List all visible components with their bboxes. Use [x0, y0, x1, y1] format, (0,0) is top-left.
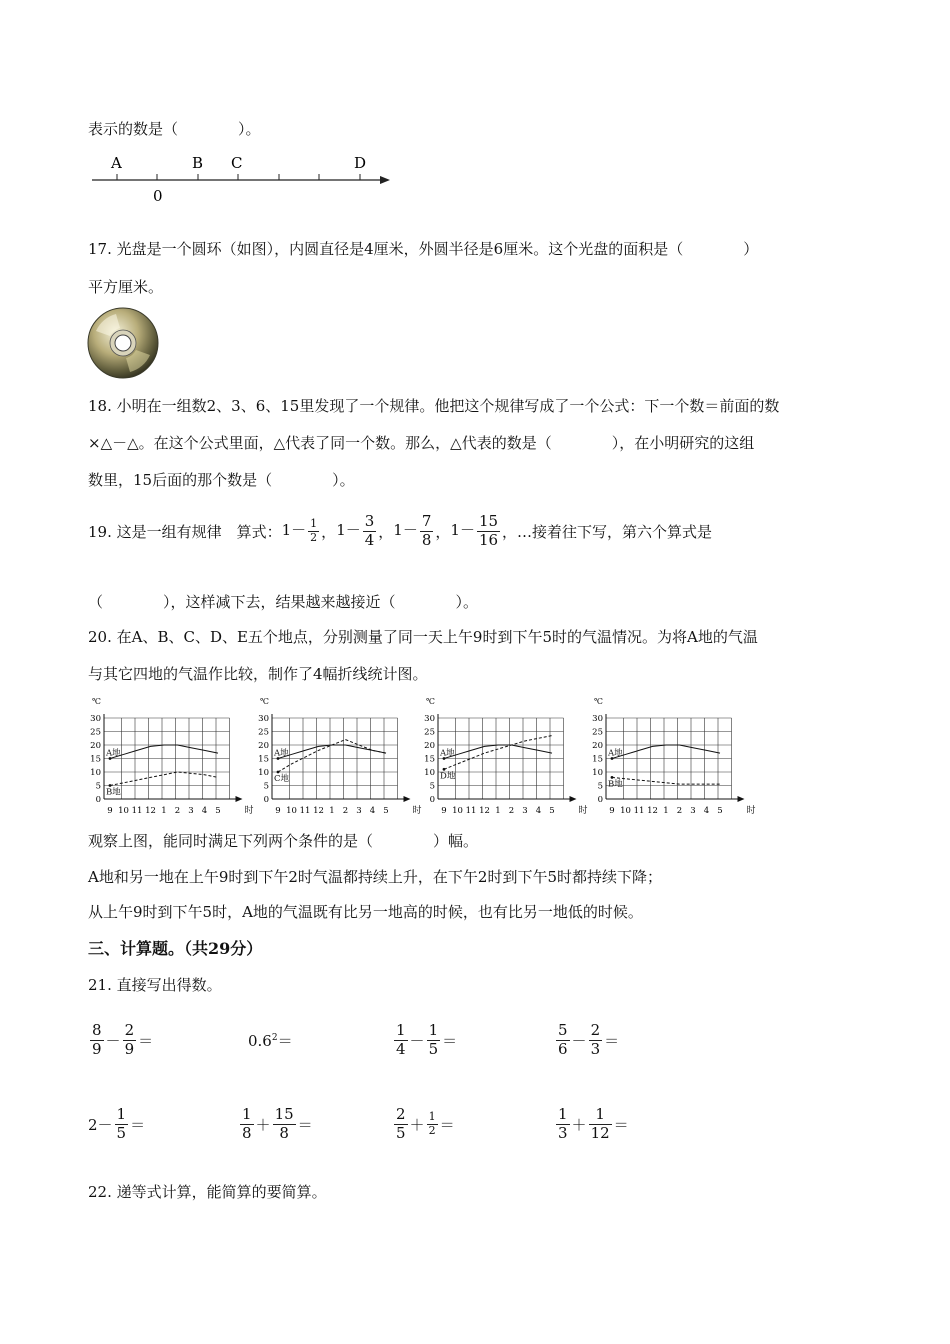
x-tick-label: 10: [452, 806, 463, 816]
x-tick-label: 3: [356, 806, 362, 816]
x-tick-label: 11: [465, 806, 477, 816]
label-b: B: [192, 154, 204, 172]
y-tick-label: 10: [258, 768, 269, 778]
y-tick-label: 10: [592, 768, 603, 778]
y-tick-label: 0: [429, 795, 435, 805]
calc-2-2: $\frac{1}{8}$ ＋ $\frac{15}{8}$ ＝: [242, 1105, 313, 1142]
y-tick-label: 20: [592, 741, 603, 751]
y-tick-label: 10: [90, 768, 101, 778]
y-tick-label: 30: [424, 714, 435, 724]
series-label: A地: [608, 748, 623, 759]
q17-line2: 平方厘米。: [88, 278, 164, 296]
calc-1-4: $\frac{5}{6}$ － $\frac{2}{3}$ ＝: [558, 1021, 620, 1058]
x-tick-label: 4: [369, 806, 376, 816]
x-axis-unit: 时: [746, 806, 756, 816]
x-tick-label: 3: [522, 806, 528, 816]
series-label: A地: [440, 748, 455, 759]
calc-2-3: $\frac{2}{5}$ ＋ $\frac{1}{2}$ ＝: [396, 1105, 455, 1142]
series-line-B地: [110, 772, 218, 786]
y-tick-label: 30: [90, 714, 101, 724]
x-tick-label: 3: [188, 806, 194, 816]
y-tick-label: 15: [258, 754, 269, 765]
line-chart-1: [84, 692, 254, 817]
calc-1-2: $0.6^2=$: [248, 1032, 293, 1050]
x-axis-unit: 时: [578, 806, 588, 816]
x-tick-label: 10: [620, 806, 631, 816]
x-tick-label: 2: [342, 806, 349, 816]
number-line: [88, 150, 398, 210]
q19-term-2: 1－ $\frac{3}{4}$: [336, 512, 375, 549]
y-tick-label: 25: [424, 727, 435, 738]
data-point: [277, 771, 280, 774]
x-tick-label: 11: [299, 806, 311, 816]
x-axis-arrow: [570, 796, 577, 802]
q19-prefix: 19. 这是一组有规律 算式：: [88, 522, 282, 541]
data-point: [611, 776, 614, 779]
y-tick-label: 25: [90, 727, 101, 738]
x-tick-label: 11: [633, 806, 645, 816]
y-tick-label: 15: [424, 754, 435, 765]
y-tick-label: 20: [90, 741, 101, 751]
q20-line1: 20. 在A、B、C、D、E五个地点，分别测量了同一天上午9时到下午5时的气温情况。为将A地的气温: [88, 628, 758, 646]
y-tick-label: 0: [95, 795, 101, 805]
y-axis-unit: ℃: [594, 697, 603, 706]
x-tick-label: 5: [215, 806, 221, 816]
y-tick-label: 25: [592, 727, 603, 738]
series-line-A地: [612, 745, 720, 759]
line-chart-3: [418, 692, 588, 817]
line-chart-4: [586, 692, 756, 817]
q17-line1: 17. 光盘是一个圆环（如图），内圆直径是4厘米，外圆半径是6厘米。这个光盘的面积是（ ）: [88, 240, 759, 258]
y-tick-label: 5: [95, 781, 101, 792]
q19-line1: 19. 这是一组有规律 算式： 1－ $\frac{1}{2}$ ， 1－ $\frac{3}{4}$ ， 1－ $\frac{7}{8}$ ， 1－ $\frac{15}{16}$ ，…接着往下写，第六个算式是: [88, 512, 713, 549]
x-axis-unit: 时: [412, 806, 422, 816]
series-line-A地: [278, 745, 386, 759]
q19-term-4: 1－ $\frac{15}{16}$: [450, 512, 499, 549]
y-tick-label: 5: [597, 781, 603, 792]
x-tick-label: 9: [107, 806, 113, 816]
series-label: A地: [274, 748, 289, 759]
x-tick-label: 12: [647, 806, 658, 816]
y-tick-label: 0: [263, 795, 269, 805]
series-line-B地: [612, 777, 720, 784]
q19-suffix: ，…接着往下写，第六个算式是: [502, 522, 713, 541]
q16-tail: 表示的数是（ ）。: [88, 120, 261, 138]
section-3-title: 三、计算题。（共29分）: [88, 939, 263, 958]
q19-line2: （ ），这样减下去，结果越来越接近（ ）。: [88, 593, 479, 611]
series-label: B地: [608, 779, 623, 790]
q20-condition-2: 从上午9时到下午5时，A地的气温既有比另一地高的时候，也有比另一地低的时候。: [88, 903, 643, 921]
series-label: C地: [274, 774, 290, 784]
y-tick-label: 20: [424, 741, 435, 751]
calc-2-4: $\frac{1}{3}$ ＋ $\frac{1}{12}$ ＝: [558, 1105, 629, 1142]
series-line-D地: [444, 736, 552, 770]
series-line-A地: [444, 745, 552, 759]
label-d: D: [354, 154, 367, 172]
x-tick-label: 9: [275, 806, 281, 816]
x-tick-label: 11: [131, 806, 143, 816]
calc-2-1: 2－ $\frac{1}{5}$ ＝: [88, 1105, 146, 1142]
y-axis-unit: ℃: [260, 697, 269, 706]
y-tick-label: 0: [597, 795, 603, 805]
x-tick-label: 1: [329, 806, 335, 816]
x-axis-arrow: [236, 796, 243, 802]
x-tick-label: 3: [690, 806, 696, 816]
q18-line3: 数里，15后面的那个数是（ ）。: [88, 471, 355, 489]
q20-line3: 观察上图，能同时满足下列两个条件的是（ ）幅。: [88, 832, 479, 850]
y-tick-label: 30: [592, 714, 603, 724]
y-axis-unit: ℃: [92, 697, 101, 706]
x-tick-label: 10: [118, 806, 129, 816]
x-tick-label: 5: [717, 806, 723, 816]
x-tick-label: 4: [201, 806, 208, 816]
y-tick-label: 20: [258, 741, 269, 751]
label-a: A: [111, 154, 122, 172]
q21-title: 21. 直接写出得数。: [88, 976, 222, 994]
calc-1-3: $\frac{1}{4}$ － $\frac{1}{5}$ ＝: [396, 1021, 458, 1058]
y-tick-label: 10: [424, 768, 435, 778]
x-tick-label: 4: [535, 806, 542, 816]
x-tick-label: 5: [549, 806, 555, 816]
x-tick-label: 1: [663, 806, 669, 816]
calc-1-1: $\frac{8}{9}$ － $\frac{2}{9}$ ＝: [92, 1021, 154, 1058]
data-point: [443, 768, 446, 771]
q20-condition-1: A地和另一地在上午9时到下午2时气温都持续上升，在下午2时到下午5时都持续下降；: [88, 868, 663, 886]
q22-title: 22. 递等式计算，能简算的要简算。: [88, 1183, 327, 1201]
q18-line1: 18. 小明在一组数2、3、6、15里发现了一个规律。他把这个规律写成了一个公式：下一个数＝前面的数: [88, 397, 780, 415]
series-label: D地: [440, 771, 456, 782]
x-tick-label: 1: [161, 806, 167, 816]
x-tick-label: 12: [479, 806, 490, 816]
x-tick-label: 10: [286, 806, 297, 816]
x-tick-label: 2: [508, 806, 515, 816]
series-label: A地: [106, 748, 121, 759]
cd-disc-image: [86, 306, 162, 382]
x-tick-label: 12: [145, 806, 156, 816]
series-line-A地: [110, 745, 218, 759]
x-tick-label: 12: [313, 806, 324, 816]
x-tick-label: 9: [609, 806, 615, 816]
x-tick-label: 9: [441, 806, 447, 816]
x-tick-label: 5: [383, 806, 389, 816]
series-line-C地: [278, 740, 386, 772]
y-axis-unit: ℃: [426, 697, 435, 706]
x-axis-unit: 时: [244, 806, 254, 816]
q20-line2: 与其它四地的气温作比较，制作了4幅折线统计图。: [88, 665, 428, 683]
y-tick-label: 30: [258, 714, 269, 724]
label-c: C: [231, 154, 243, 172]
q18-line2: ×△－△。在这个公式里面，△代表了同一个数。那么，△代表的数是（ ），在小明研究的这组: [88, 434, 755, 452]
x-tick-label: 2: [676, 806, 683, 816]
x-axis-arrow: [738, 796, 745, 802]
series-label: B地: [106, 787, 121, 798]
x-tick-label: 4: [703, 806, 710, 816]
line-chart-2: [252, 692, 422, 817]
y-tick-label: 5: [263, 781, 269, 792]
y-tick-label: 25: [258, 727, 269, 738]
y-tick-label: 15: [90, 754, 101, 765]
x-tick-label: 2: [174, 806, 181, 816]
label-zero: 0: [153, 187, 163, 205]
x-tick-label: 1: [495, 806, 501, 816]
q19-term-1: 1－ $\frac{1}{2}$: [281, 516, 318, 544]
y-tick-label: 15: [592, 754, 603, 765]
x-axis-arrow: [404, 796, 411, 802]
y-tick-label: 5: [429, 781, 435, 792]
q19-term-3: 1－ $\frac{7}{8}$: [393, 512, 432, 549]
data-point: [109, 784, 112, 787]
